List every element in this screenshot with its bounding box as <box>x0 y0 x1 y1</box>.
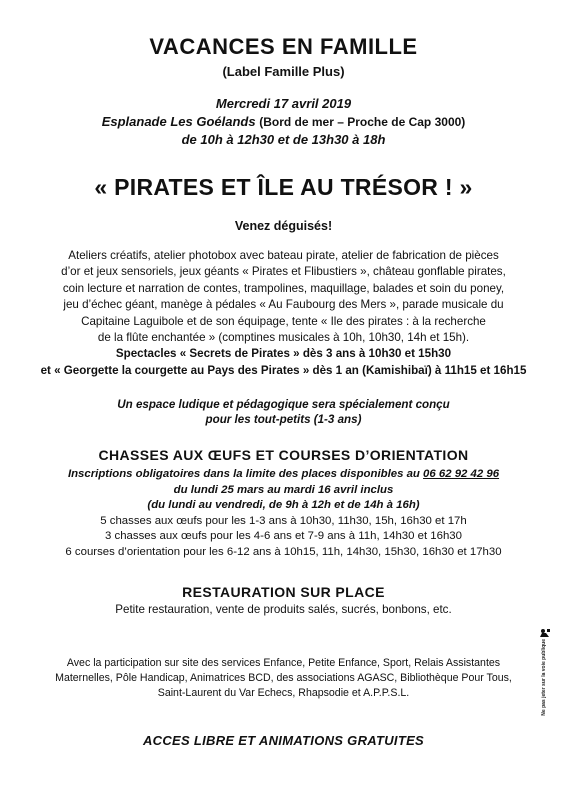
registration-line <box>0 467 567 483</box>
costume-note: Venez déguisés! <box>234 219 333 233</box>
partners-text <box>40 656 527 701</box>
page-title: VACANCES EN FAMILLE <box>149 34 418 59</box>
event-place-line <box>0 113 567 131</box>
event-hours: de 10h à 12h30 et de 13h30 à 18h <box>181 132 386 147</box>
partners-line: Avec la participation sur site des services Enfance, Petite Enfance, Sport, Relais Assistantes <box>66 657 501 669</box>
shows-line-2: et « Georgette la courgette au Pays des Pirates » dès 1 an (Kamishibaï) à 11h15 et 16h15 <box>40 363 527 377</box>
egg-hunt-item: 6 courses d’orientation pour les 6-12 ans à 10h15, 11h, 14h30, 15h30, 16h30 et 17h30 <box>65 545 502 558</box>
registration-hours: (du lundi au vendredi, de 9h à 12h et de 14h à 16h) <box>147 499 420 512</box>
recycle-logo-icon <box>539 625 551 635</box>
registration-period: du lundi 25 mars au mardi 16 avril inclus <box>173 483 394 496</box>
label-subtitle: (Label Famille Plus) <box>222 64 345 79</box>
partners-line: Maternelles, Pôle Handicap, Animatrices BCD, des associations AGASC, Bibliothèque Pour Tous, <box>55 672 512 684</box>
litter-notice <box>538 625 552 715</box>
litter-notice-text: Ne pas jeter sur la voie publique <box>541 639 547 716</box>
activities-line: Capitaine Laguibole et de son équipage, tente « Ile des pirates : à la recherche <box>81 314 486 328</box>
activities-line: coin lecture et narration de contes, trampolines, maquillage, balades et soin du poney, <box>62 281 505 295</box>
event-headline: « PIRATES ET ÎLE AU TRÉSOR ! » <box>94 174 473 200</box>
egg-hunt-details <box>0 467 567 561</box>
activities-line: de la flûte enchantée » (comptines musicales à 10h, 10h30, 14h et 15h). <box>97 331 470 345</box>
toddler-space-note <box>0 397 567 427</box>
egg-hunt-item: 3 chasses aux œufs pour les 4-6 ans et 7-9 ans à 11h, 14h30 et 16h30 <box>105 530 462 543</box>
registration-text: Inscriptions obligatoires dans la limite des places disponibles au <box>67 468 420 480</box>
event-date: Mercredi 17 avril 2019 <box>215 96 352 111</box>
event-place: Esplanade Les Goélands <box>101 114 256 129</box>
toddler-space-line-2: pour les tout-petits (1-3 ans) <box>205 413 362 426</box>
partners-line: Saint-Laurent du Var Echecs, Rhapsodie et A.P.P.S.L. <box>157 687 410 699</box>
shows-line-1: Spectacles « Secrets de Pirates » dès 3 ans à 10h30 et 15h30 <box>115 347 452 361</box>
egg-hunt-title: CHASSES AUX ŒUFS ET COURSES D’ORIENTATION <box>98 447 469 463</box>
event-info <box>0 95 567 149</box>
catering-title: RESTAURATION SUR PLACE <box>182 584 385 600</box>
activities-line: d’or et jeux sensoriels, jeux géants « Pirates et Flibustiers », château gonflable pirates, <box>61 265 506 279</box>
activities-line: Ateliers créatifs, atelier photobox avec bateau pirate, atelier de fabrication de pièces <box>68 249 499 262</box>
free-access-banner: ACCES LIBRE ET ANIMATIONS GRATUITES <box>142 733 425 748</box>
toddler-space-line-1: Un espace ludique et pédagogique sera spécialement conçu <box>117 398 450 411</box>
catering-text: Petite restauration, vente de produits salés, sucrés, bonbons, etc. <box>115 603 452 616</box>
event-place-detail: (Bord de mer – Proche de Cap 3000) <box>259 115 466 129</box>
activities-description <box>28 248 539 379</box>
registration-phone[interactable]: 06 62 92 42 96 <box>423 468 500 480</box>
egg-hunt-item: 5 chasses aux œufs pour les 1-3 ans à 10h30, 11h30, 15h, 16h30 et 17h <box>100 514 467 527</box>
activities-line: jeu d’échec géant, manège à pédales « Au Faubourg des Mers », parade musicale du <box>63 298 504 312</box>
